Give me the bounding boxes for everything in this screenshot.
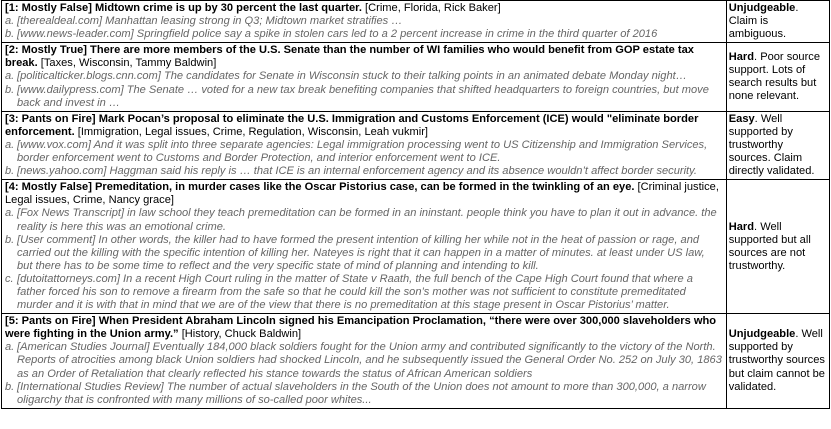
- source-text: [www.news-leader.com] Springfield police say a spike in stolen cars led to a 2 percent increase in crime in the third quarter of 2016: [17, 28, 658, 41]
- verdict-text: . Well supported but all sources are not trustworthy.: [728, 220, 811, 272]
- verdict-text: . Well supported by trustworthy sources. Claim directly validated.: [728, 112, 815, 178]
- source-item: [5, 84, 723, 110]
- claim-cell: [2, 180, 727, 314]
- source-label: b.: [5, 233, 15, 246]
- source-item: [5, 207, 723, 233]
- source-item: [5, 234, 723, 273]
- source-text: [news.yahoo.com] Haggman said his reply is … that ICE is an internal enforcement agency and its absence wouldn’t affect border security.: [17, 165, 697, 178]
- verdict-text: . Poor source support. Lots of search results but none relevant.: [728, 50, 821, 103]
- verdict-cell: [726, 111, 829, 179]
- source-item: [5, 70, 723, 83]
- source-label: a.: [5, 70, 15, 83]
- source-label: c.: [5, 272, 14, 285]
- claim-cell: [2, 43, 727, 111]
- source-item: [5, 28, 723, 41]
- verdict-label: Unjudgeable: [728, 328, 796, 341]
- verdict-text: . Well supported by trustworthy sources but claim cannot be validated.: [728, 328, 825, 393]
- source-label: a.: [5, 341, 15, 354]
- source-text: [therealdeal.com] Manhattan leasing strong in Q3; Midtown market stratifies …: [17, 15, 403, 28]
- claim-text: [1: Mostly False] Midtown crime is up by 30 percent the last quarter.: [5, 2, 362, 14]
- claim-text: [5: Pants on Fire] When President Abraham Lincoln signed his Emancipation Proclamation, “there were over 300,000 slaveholders who were fighting in the Union army.”: [5, 315, 717, 341]
- verdict-label: Hard: [728, 50, 755, 63]
- verdict-label: Hard: [728, 220, 755, 233]
- source-label: b.: [5, 380, 15, 393]
- source-text: [International Studies Review] The number of actual slaveholders in the South of the Union does not amount to more than 300,000, a narrow oligarchy that is confronted with many millions of so-called poor whites...: [17, 380, 706, 406]
- source-item: [5, 341, 723, 380]
- claim-cell: [2, 314, 727, 409]
- claim-tags: [Criminal justice, Legal issues, Crime, Nancy grace]: [5, 181, 719, 207]
- claim-tags: [History, Chuck Baldwin]: [181, 328, 302, 341]
- table-row: [2, 314, 830, 409]
- table-row: [2, 111, 830, 179]
- source-label: a.: [5, 138, 15, 151]
- claim-text: [2: Mostly True] There are more members of the U.S. Senate than the number of WI families who would benefit from GOP estate tax break.: [5, 44, 694, 70]
- source-item: [5, 15, 723, 28]
- table-row: [2, 43, 830, 111]
- verdict-label: Easy: [728, 112, 755, 125]
- source-item: [5, 381, 723, 407]
- verdict-label: Unjudgeable: [728, 2, 796, 14]
- source-text: [dutoitattorneys.com] In a recent High Court ruling in the matter of State v Raath, the full bench of the Cape High Court found that where a father forced his son to remove a firearm from the safe so that he could kill the son’s mother was not sufficient to constitute premeditated murder and it is with that in mind that we are of the view that there is no premeditation at this stage present in Oscar Pistorius’ matter.: [17, 272, 693, 312]
- source-label: a.: [5, 15, 15, 28]
- claim-tags: [Crime, Florida, Rick Baker]: [365, 2, 501, 14]
- verdict-cell: [726, 314, 829, 409]
- verdict-cell: [726, 43, 829, 111]
- source-label: b.: [5, 83, 15, 96]
- verdict-text: . Claim is ambiguous.: [728, 2, 799, 41]
- claim-heading: [5, 181, 723, 207]
- source-label: b.: [5, 165, 15, 178]
- table-row: [2, 180, 830, 314]
- claim-heading: [5, 2, 723, 15]
- source-text: [www.vox.com] And it was split into three separate agencies: Legal immigration processing went to US Citizenship and Immigration Services, border enforcement went to Customs and Border Protection, and interior enforcement went to ICE.: [17, 138, 708, 165]
- claim-cell: [2, 1, 727, 43]
- claims-table: [1, 0, 830, 409]
- claim-heading: [5, 315, 723, 341]
- claim-tags: [Taxes, Wisconsin, Tammy Baldwin]: [40, 57, 217, 70]
- source-label: b.: [5, 28, 15, 41]
- source-item: [5, 273, 723, 312]
- claim-heading: [5, 44, 723, 70]
- table-row: [2, 1, 830, 43]
- source-label: a.: [5, 207, 15, 220]
- source-text: [www.dailypress.com] The Senate … voted for a new tax break benefiting companies that shifted headquarters to foreign countries, but move back and invest in …: [17, 83, 709, 109]
- source-text: [Fox News Transcript] in law school they teach premeditation can be formed in an ininstant. people think you have to plan it out in advance. the reality is here this was an emotional crime.: [17, 207, 717, 233]
- source-text: [politicalticker.blogs.cnn.com] The candidates for Senate in Wisconsin stuck to their talking points in an animated debate Monday night…: [17, 70, 687, 83]
- claim-text: [4: Mostly False] Premeditation, in murder cases like the Oscar Pistorius case, can be formed in the twinkling of an eye.: [5, 181, 635, 194]
- claim-cell: [2, 111, 727, 179]
- claim-tags: [Immigration, Legal issues, Crime, Regulation, Wisconsin, Leah vukmir]: [77, 125, 428, 138]
- claim-text: [3: Pants on Fire] Mark Pocan’s proposal to eliminate the U.S. Immigration and Customs Enforcement (ICE) would "eliminate border enforcement.: [5, 112, 699, 138]
- source-text: [User comment] In other words, the killer had to have formed the present intention of killing her while not in the heat of passion or rage, and carried out the killing with the specific intention of killing her. Nateyes is right that it can happen in a matter of minutes. at least under US law, but there has to be some time to reflect and the very specific state of mind of planning and intending to kill.: [17, 233, 705, 272]
- source-item: [5, 139, 723, 165]
- verdict-cell: [726, 180, 829, 314]
- claim-heading: [5, 113, 723, 139]
- source-text: [American Studies Journal] Eventually 184,000 black soldiers fought for the Union army and contributed significantly to the victory of the North. Reports of atrocities among black Union soldiers had shocked Lincoln, and he subsequently issued the General Order No. 252 on July 30, 1863 as an Order of Retaliation that clearly reflected his stance towards the status of African American soldiers: [17, 341, 722, 380]
- source-item: [5, 165, 723, 178]
- verdict-cell: [726, 1, 829, 43]
